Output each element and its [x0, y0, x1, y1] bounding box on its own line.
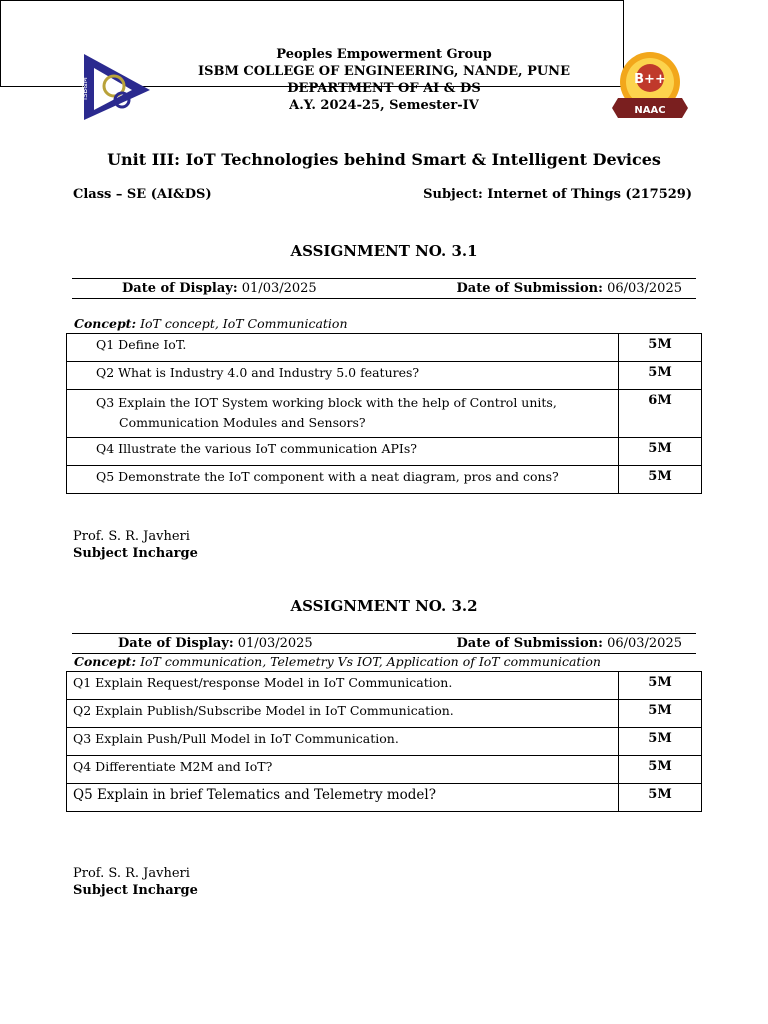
concept-label: Concept:	[74, 654, 137, 669]
table-row	[67, 728, 702, 756]
assignment-1-question-table	[66, 333, 702, 494]
table-row	[67, 756, 702, 784]
question-text: Q2 What is Industry 4.0 and Industry 5.0 features?	[67, 362, 619, 390]
subject-label: Subject: Internet of Things (217529)	[423, 187, 692, 202]
table-row	[67, 700, 702, 728]
question-marks: 6M	[619, 390, 702, 438]
question-text: Q5 Explain in brief Telematics and Telemetry model?	[67, 784, 619, 812]
question-text: Q4 Differentiate M2M and IoT?	[67, 756, 619, 784]
question-marks: 5M	[619, 334, 702, 362]
header-line-4: A.Y. 2024-25, Semester-IV	[289, 98, 479, 113]
svg-text:ISB&M: ISB&M	[81, 77, 89, 100]
display-date-value: 01/03/2025	[241, 281, 317, 296]
assignment-2-concept	[74, 654, 601, 669]
professor-role: Subject Incharge	[73, 546, 198, 561]
table-row	[67, 334, 702, 362]
class-label: Class – SE (AI&DS)	[73, 187, 212, 202]
concept-text: IoT communication, Telemetry Vs IOT, Application of IoT communication	[140, 654, 601, 669]
question-marks: 5M	[619, 672, 702, 700]
submission-date-label: Date of Submission:	[456, 281, 603, 296]
assignment-2-dates	[72, 633, 696, 654]
naac-grade: B++	[634, 72, 666, 87]
question-text: Q3 Explain Push/Pull Model in IoT Communication.	[67, 728, 619, 756]
professor-role: Subject Incharge	[73, 883, 198, 898]
concept-text: IoT concept, IoT Communication	[140, 316, 348, 331]
assignment-1-dates	[72, 278, 696, 299]
question-text: Q4 Illustrate the various IoT communication APIs?	[67, 438, 619, 466]
question-text: Q5 Demonstrate the IoT component with a neat diagram, pros and cons?	[67, 466, 619, 494]
assignment-2-signature	[73, 865, 198, 899]
assignment-2-heading: ASSIGNMENT NO. 3.2	[290, 597, 478, 615]
table-row	[67, 362, 702, 390]
question-text: Q1 Define IoT.	[67, 334, 619, 362]
question-marks: 5M	[619, 362, 702, 390]
naac-badge	[612, 48, 690, 120]
table-row	[67, 672, 702, 700]
question-text	[67, 390, 619, 438]
question-text-line-1: Q3 Explain the IOT System working block with the help of Control units,	[96, 395, 557, 410]
question-text: Q1 Explain Request/response Model in IoT Communication.	[67, 672, 619, 700]
question-marks: 5M	[619, 784, 702, 812]
table-row	[67, 466, 702, 494]
assignment-2-question-table	[66, 671, 702, 812]
header-line-3: DEPARTMENT OF AI & DS	[287, 81, 481, 96]
question-marks: 5M	[619, 728, 702, 756]
question-marks: 5M	[619, 438, 702, 466]
submission-date-value: 06/03/2025	[607, 281, 682, 296]
unit-title: Unit III: IoT Technologies behind Smart & Intelligent Devices	[107, 150, 661, 169]
question-marks: 5M	[619, 756, 702, 784]
table-row	[67, 438, 702, 466]
display-date-value: 01/03/2025	[237, 636, 313, 651]
question-marks: 5M	[619, 466, 702, 494]
concept-label: Concept:	[74, 316, 137, 331]
display-date-label: Date of Display:	[118, 636, 234, 651]
question-marks: 5M	[619, 700, 702, 728]
professor-name: Prof. S. R. Javheri	[73, 529, 190, 544]
submission-date-value: 06/03/2025	[607, 636, 682, 651]
professor-name: Prof. S. R. Javheri	[73, 866, 190, 881]
question-text: Q2 Explain Publish/Subscribe Model in IoT Communication.	[67, 700, 619, 728]
submission-date-label: Date of Submission:	[456, 636, 603, 651]
table-row	[67, 390, 702, 438]
header-line-1: Peoples Empowerment Group	[276, 47, 492, 62]
display-date-label: Date of Display:	[122, 281, 238, 296]
question-text-line-2: Communication Modules and Sensors?	[119, 415, 366, 430]
assignment-1-heading: ASSIGNMENT NO. 3.1	[290, 242, 478, 260]
assignment-1-concept	[74, 316, 348, 331]
table-row	[67, 784, 702, 812]
assignment-1-signature	[73, 528, 198, 562]
header-line-2: ISBM COLLEGE OF ENGINEERING, NANDE, PUNE	[198, 64, 570, 79]
naac-label: NAAC	[634, 105, 666, 116]
